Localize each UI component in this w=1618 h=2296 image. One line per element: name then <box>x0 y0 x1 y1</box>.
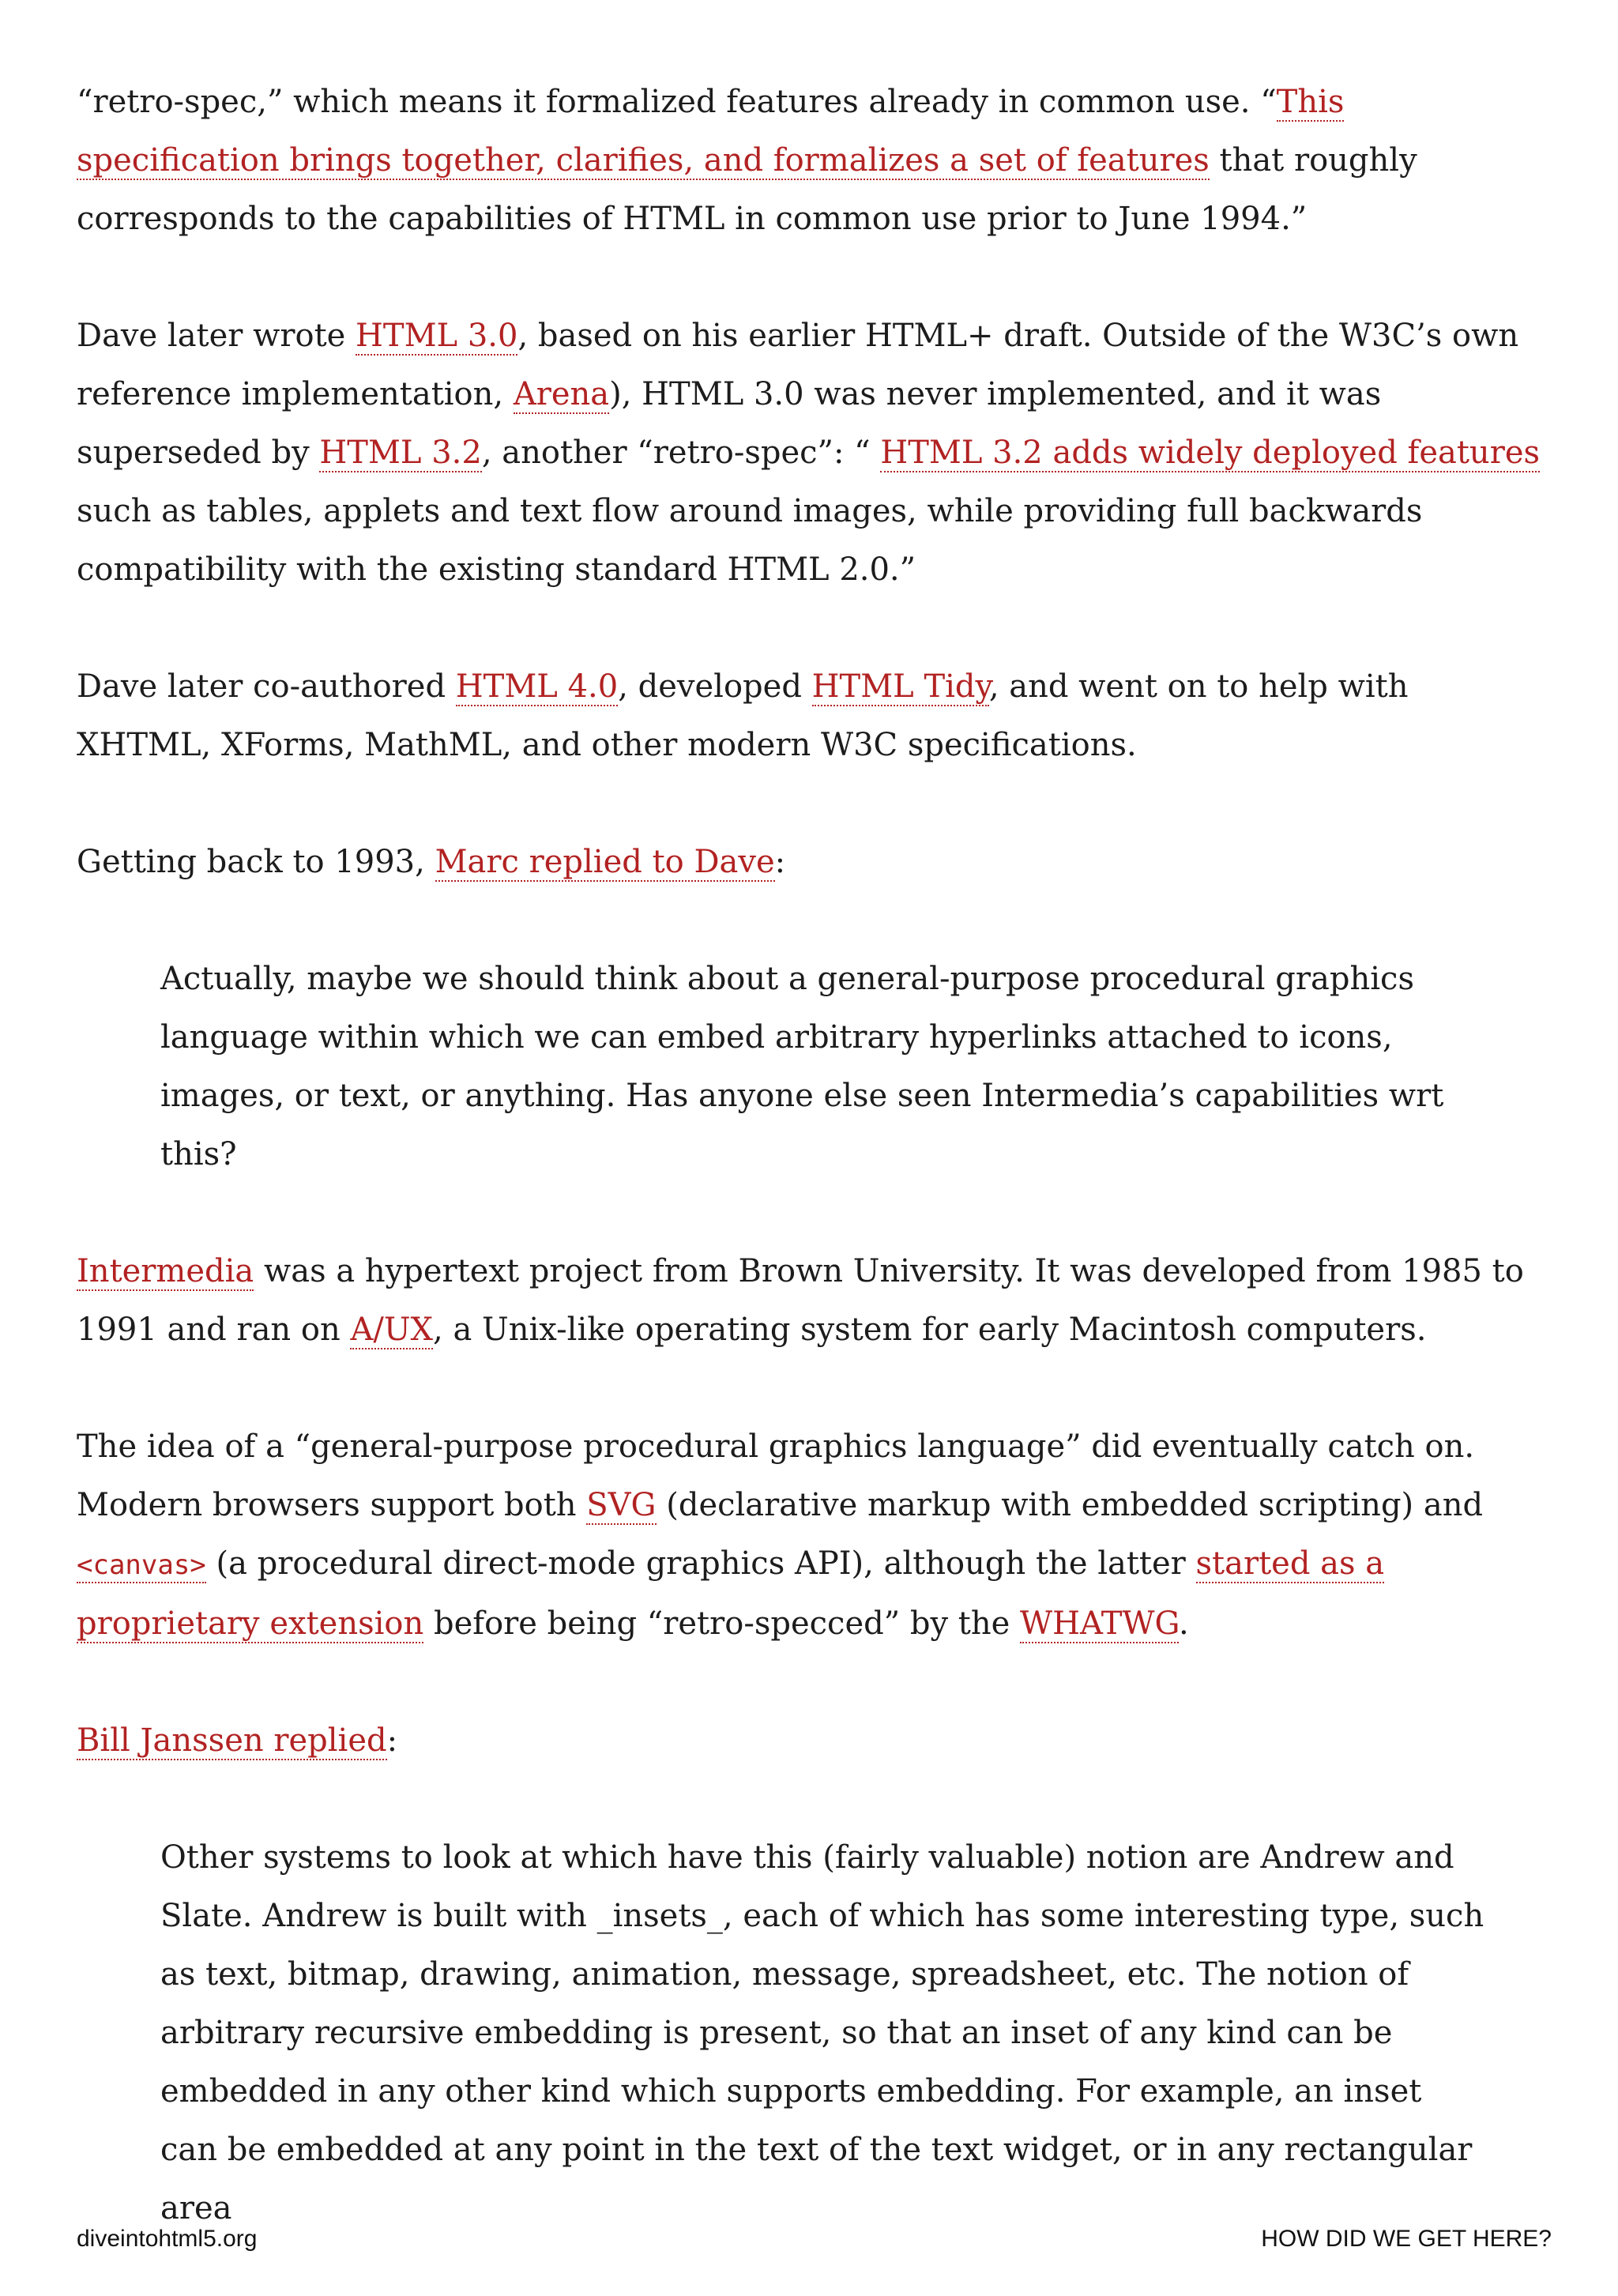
text: : <box>774 844 786 880</box>
text: ), HTML 3.0 was never implemented, and it was superseded by <box>77 376 1382 471</box>
paragraph-html4 <box>77 657 1546 774</box>
footer-site: diveintohtml5.org <box>77 2226 258 2252</box>
footer-chapter-title: HOW DID WE GET HERE? <box>1261 2226 1552 2252</box>
text: The idea of a “general-purpose procedural graphics language” did eventually catch on. Modern browsers support both <box>77 1428 1475 1523</box>
paragraph-html3 <box>77 307 1546 599</box>
quote-text: Other systems to look at which have this (fairly valuable) notion are Andrew and Slate. Andrew is built with _insets_, each of which has some interesting type, such as text, bitmap, drawing, animation, message, spreadsheet, etc. The notion of arbitrary recursive embedding is present, so that an inset of any kind can be embedded in any other kind which supports embedding. For example, an inset can be embedded at any point in the text of the text widget, or in any rectangular area <box>160 1839 1484 2226</box>
paragraph-retro-spec <box>77 73 1546 248</box>
text: (declarative markup with embedded scripting) and <box>656 1487 1484 1523</box>
link-html-3-2[interactable]: HTML 3.2 <box>319 435 482 471</box>
text: : <box>386 1722 398 1759</box>
link-html-3-2-features[interactable]: HTML 3.2 adds widely deployed features <box>880 435 1541 471</box>
quote-text: Actually, maybe we should think about a general-purpose procedural graphics language within which we can embed arbitrary hyperlinks attached to icons, images, or text, or anything. Has anyone else seen Intermedia’s capabilities wrt this? <box>160 961 1444 1172</box>
text: , and went on to help with XHTML, XForms, MathML, and other modern W3C specifications. <box>77 668 1409 763</box>
text: was a hypertext project from Brown University. It was developed from 1985 to 1991 and ran on <box>77 1253 1524 1348</box>
link-html-tidy[interactable]: HTML Tidy <box>811 668 989 705</box>
text: Dave later co-authored <box>77 668 456 705</box>
link-aux[interactable]: A/UX <box>350 1312 434 1348</box>
text: . <box>1179 1605 1189 1642</box>
paragraph-getting-back <box>77 833 1546 891</box>
link-marc-replied[interactable]: Marc replied to Dave <box>435 844 775 880</box>
text: before being “retro-specced” by the <box>423 1605 1021 1642</box>
link-arena[interactable]: Arena <box>513 376 610 412</box>
text: “retro-spec,” which means it formalized features already in common use. “ <box>77 84 1277 120</box>
link-canvas[interactable] <box>77 1545 206 1583</box>
link-intermedia[interactable]: Intermedia <box>77 1253 254 1289</box>
text: Dave later wrote <box>77 318 356 354</box>
text: such as tables, applets and text flow around images, while providing full backwards compatibility with the existing standard HTML 2.0.” <box>77 493 1423 588</box>
text: (a procedural direct-mode graphics API), although the latter <box>205 1545 1196 1582</box>
paragraph-graphics-language <box>77 1417 1546 1653</box>
text: , based on his earlier HTML+ draft. Outside of the W3C’s own reference implementation, <box>77 318 1519 412</box>
link-bill-janssen-replied[interactable]: Bill Janssen replied <box>77 1722 387 1759</box>
canvas-code: <canvas> <box>77 1549 206 1581</box>
link-svg[interactable]: SVG <box>586 1487 657 1523</box>
quote-marc <box>160 950 1488 1184</box>
text: Getting back to 1993, <box>77 844 435 880</box>
paragraph-intermedia <box>77 1242 1546 1359</box>
link-html-4-0[interactable]: HTML 4.0 <box>455 668 619 705</box>
link-proprietary-extension[interactable]: started as a proprietary extension <box>77 1545 1385 1642</box>
paragraph-bill-janssen <box>77 1711 1546 1770</box>
quote-bill <box>160 1828 1488 2238</box>
link-whatwg[interactable]: WHATWG <box>1020 1605 1180 1642</box>
text: that roughly corresponds to the capabilities of HTML in common use prior to June 1994.” <box>77 142 1417 237</box>
text: , developed <box>618 668 812 705</box>
link-this-specification[interactable]: This specification brings together, clarifies, and formalizes a set of features <box>77 84 1345 179</box>
article-body <box>77 73 1546 2296</box>
text: , a Unix-like operating system for early Macintosh computers. <box>433 1312 1427 1348</box>
text: , another “retro-spec”: “ <box>481 435 881 471</box>
link-html-3-0[interactable]: HTML 3.0 <box>356 318 518 354</box>
